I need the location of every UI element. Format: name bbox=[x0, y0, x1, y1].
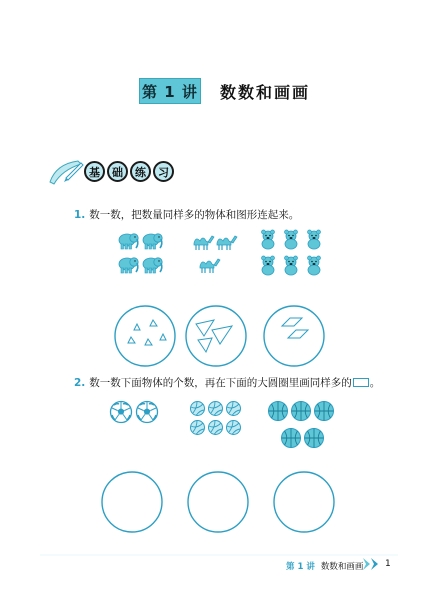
question-text: 数一数下面物体的个数，再在下面的大圆圈里画同样多的 bbox=[89, 377, 352, 389]
question-text: 数一数，把数量同样多的物体和图形连起来。 bbox=[89, 209, 300, 221]
question-number: 1. bbox=[74, 208, 86, 221]
basketball-group bbox=[269, 402, 334, 448]
question-number: 2. bbox=[74, 376, 86, 389]
camel-group bbox=[194, 236, 237, 273]
bear-group bbox=[262, 230, 321, 275]
double-chevron-right-icon bbox=[363, 558, 381, 570]
elephant-group bbox=[119, 234, 162, 273]
volleyball-group bbox=[191, 402, 241, 435]
footer-label bbox=[286, 560, 363, 572]
page-title: 数数和画画 bbox=[220, 83, 311, 102]
section-char: 础 bbox=[107, 161, 128, 182]
soccer-ball-group bbox=[111, 402, 158, 423]
section-char: 习 bbox=[153, 161, 174, 182]
footer-title: 数数和画画 bbox=[320, 562, 364, 572]
question-text-end: 。 bbox=[369, 377, 381, 389]
page-number: 1 bbox=[385, 559, 391, 569]
footer-lesson: 第 1 讲 bbox=[286, 562, 315, 572]
section-char: 基 bbox=[84, 161, 105, 182]
section-char: 练 bbox=[130, 161, 151, 182]
lesson-number-badge: 第 1 讲 bbox=[139, 78, 201, 104]
